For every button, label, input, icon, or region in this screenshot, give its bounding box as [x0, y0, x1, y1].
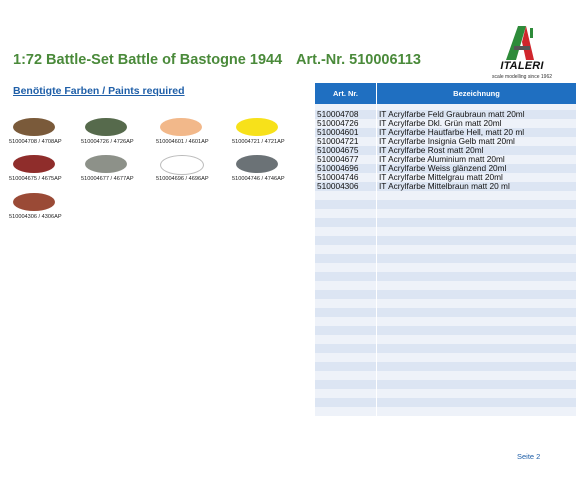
empty-cell	[377, 353, 577, 362]
table-row	[315, 128, 576, 137]
column-header-art-nr: Art. Nr.	[315, 83, 377, 104]
table-row	[315, 236, 576, 245]
empty-cell	[377, 317, 577, 326]
table-row	[315, 353, 576, 362]
empty-cell	[377, 236, 577, 245]
table-row	[315, 173, 576, 182]
empty-cell	[315, 299, 377, 308]
table-row	[315, 218, 576, 227]
table-row	[315, 119, 576, 128]
empty-cell	[377, 254, 577, 263]
empty-cell	[377, 263, 577, 272]
empty-cell	[377, 299, 577, 308]
paint-code: 510004726 / 4726AP	[81, 139, 134, 145]
empty-cell	[377, 344, 577, 353]
table-row	[315, 155, 576, 164]
table-row	[315, 164, 576, 173]
paint-code: 510004721 / 4721AP	[232, 139, 285, 145]
paint-color-blob	[85, 155, 127, 173]
table-row	[315, 146, 576, 155]
art-nr-cell: 510004675	[315, 146, 377, 155]
paint-color-blob	[13, 193, 55, 211]
paint-code: 510004696 / 4696AP	[156, 176, 209, 182]
art-nr-cell: 510004746	[315, 173, 377, 182]
empty-cell	[315, 380, 377, 389]
art-nr-cell: 510004601	[315, 128, 377, 137]
description-cell: IT Acrylfarbe Feld Graubraun matt 20ml	[377, 110, 577, 119]
table-row	[315, 272, 576, 281]
empty-cell	[315, 326, 377, 335]
empty-cell	[377, 200, 577, 209]
table-row	[315, 254, 576, 263]
empty-cell	[315, 200, 377, 209]
paint-code: 510004675 / 4675AP	[9, 176, 62, 182]
table-row	[315, 191, 576, 200]
art-nr-cell: 510004726	[315, 119, 377, 128]
table-row	[315, 227, 576, 236]
empty-cell	[315, 263, 377, 272]
empty-cell	[315, 191, 377, 200]
table-row	[315, 344, 576, 353]
italeri-logo	[482, 22, 562, 82]
empty-cell	[377, 245, 577, 254]
empty-cell	[315, 335, 377, 344]
description-cell: IT Acrylfarbe Aluminium matt 20ml	[377, 155, 577, 164]
empty-cell	[315, 389, 377, 398]
table-row	[315, 389, 576, 398]
empty-cell	[315, 344, 377, 353]
column-header-description: Bezeichnung	[377, 83, 577, 104]
table-row	[315, 263, 576, 272]
description-cell: IT Acrylfarbe Rost matt 20ml	[377, 146, 577, 155]
empty-cell	[315, 317, 377, 326]
paint-color-blob	[13, 118, 55, 136]
page-title: 1:72 Battle-Set Battle of Bastogne 1944	[13, 52, 283, 68]
paint-color-blob	[236, 118, 278, 136]
logo-a-icon	[482, 22, 562, 62]
empty-cell	[377, 362, 577, 371]
empty-cell	[315, 353, 377, 362]
art-nr-cell: 510004708	[315, 110, 377, 119]
table-row	[315, 326, 576, 335]
paint-code: 510004746 / 4746AP	[232, 176, 285, 182]
empty-cell	[377, 407, 577, 416]
empty-cell	[377, 398, 577, 407]
empty-cell	[315, 407, 377, 416]
description-cell: IT Acrylfarbe Hautfarbe Hell, matt 20 ml	[377, 128, 577, 137]
logo-tagline: scale modelling since 1962	[491, 74, 553, 80]
empty-cell	[315, 371, 377, 380]
logo-brand-text: ITALERI	[500, 60, 544, 72]
description-cell: IT Acrylfarbe Weiss glänzend 20ml	[377, 164, 577, 173]
art-nr-cell: 510004677	[315, 155, 377, 164]
table-row	[315, 281, 576, 290]
paint-color-blob	[85, 118, 127, 136]
empty-cell	[377, 272, 577, 281]
table-row	[315, 290, 576, 299]
table-row	[315, 371, 576, 380]
table-row	[315, 317, 576, 326]
empty-cell	[315, 209, 377, 218]
description-cell: IT Acrylfarbe Insignia Gelb matt 20ml	[377, 137, 577, 146]
empty-cell	[377, 389, 577, 398]
empty-cell	[377, 218, 577, 227]
empty-cell	[377, 380, 577, 389]
empty-cell	[315, 227, 377, 236]
empty-cell	[377, 209, 577, 218]
empty-cell	[377, 227, 577, 236]
empty-cell	[315, 281, 377, 290]
table-row	[315, 362, 576, 371]
paint-code: 510004677 / 4677AP	[81, 176, 134, 182]
page-number: Seite 2	[517, 452, 541, 461]
empty-cell	[315, 272, 377, 281]
table-row	[315, 209, 576, 218]
table-row	[315, 398, 576, 407]
empty-cell	[377, 308, 577, 317]
paint-color-blob	[13, 155, 55, 173]
article-number: Art.-Nr. 510006113	[296, 52, 421, 68]
paint-color-blob	[160, 118, 202, 136]
table-row	[315, 335, 576, 344]
empty-cell	[315, 236, 377, 245]
empty-cell	[377, 281, 577, 290]
empty-cell	[315, 308, 377, 317]
table-row	[315, 182, 576, 191]
description-cell: IT Acrylfarbe Dkl. Grün matt 20ml	[377, 119, 577, 128]
paint-code: 510004306 / 4306AP	[9, 214, 62, 220]
paint-code: 510004708 / 4708AP	[9, 139, 62, 145]
empty-cell	[315, 362, 377, 371]
empty-cell	[315, 245, 377, 254]
paint-color-blob	[236, 155, 278, 173]
empty-cell	[377, 326, 577, 335]
table-row	[315, 137, 576, 146]
art-nr-cell: 510004721	[315, 137, 377, 146]
table-row	[315, 200, 576, 209]
empty-cell	[377, 191, 577, 200]
paint-swatch	[9, 193, 163, 237]
empty-cell	[315, 254, 377, 263]
table-row	[315, 407, 576, 416]
paint-color-blob	[160, 155, 204, 175]
empty-cell	[315, 290, 377, 299]
empty-cell	[377, 371, 577, 380]
empty-cell	[315, 218, 377, 227]
empty-cell	[315, 398, 377, 407]
table-row	[315, 299, 576, 308]
paint-code: 510004601 / 4601AP	[156, 139, 209, 145]
table-row	[315, 380, 576, 389]
paint-table	[315, 83, 576, 416]
table-row	[315, 245, 576, 254]
empty-cell	[377, 290, 577, 299]
table-row	[315, 110, 576, 119]
description-cell: IT Acrylfarbe Mittelgrau matt 20ml	[377, 173, 577, 182]
empty-cell	[377, 335, 577, 344]
description-cell: IT Acrylfarbe Mittelbraun matt 20 ml	[377, 182, 577, 191]
table-row	[315, 308, 576, 317]
paints-heading: Benötigte Farben / Paints required	[13, 85, 185, 97]
art-nr-cell: 510004696	[315, 164, 377, 173]
art-nr-cell: 510004306	[315, 182, 377, 191]
